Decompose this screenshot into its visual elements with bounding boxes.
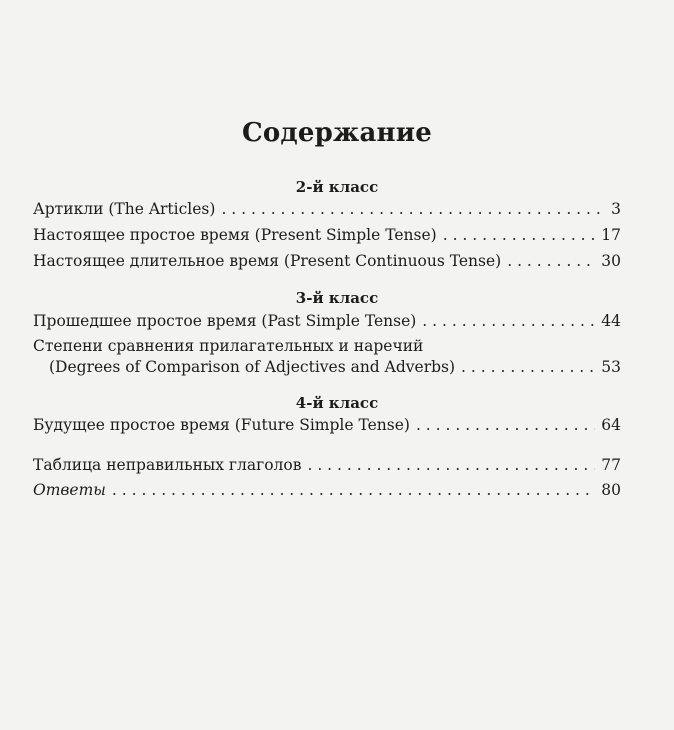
toc-entry-title: Таблица неправильных глаголов <box>33 456 302 474</box>
toc-page-number: 3 <box>611 200 621 218</box>
toc-entry-future-simple <box>33 415 621 435</box>
section-heading-grade-2: 2-й класс <box>295 178 379 196</box>
toc-page-number: 53 <box>601 358 621 376</box>
toc-entry-title: (Degrees of Comparison of Adjectives and Adverbs) <box>49 358 456 376</box>
toc-page-number: 80 <box>601 481 621 499</box>
toc-entry-articles <box>33 199 621 219</box>
toc-entry-present-continuous <box>33 251 621 271</box>
toc-entry-irregular-verbs <box>33 455 621 475</box>
dot-leader <box>221 199 605 219</box>
toc-page-number: 44 <box>601 312 621 330</box>
dot-leader <box>507 251 595 271</box>
dot-leader <box>422 311 595 331</box>
toc-page-number: 64 <box>601 416 621 434</box>
dot-leader <box>112 480 595 500</box>
dot-leader <box>416 415 595 435</box>
toc-entry-degrees-line1: Степени сравнения прилагательных и наречий <box>33 337 424 355</box>
toc-page-number: 30 <box>601 252 621 270</box>
toc-entry-title: Настоящее длительное время (Present Continuous Tense) <box>33 252 502 270</box>
dot-leader <box>307 455 595 475</box>
toc-entry-title: Будущее простое время (Future Simple Tense) <box>33 416 410 434</box>
toc-entry-answers <box>33 480 621 500</box>
toc-entry-title: Прошедшее простое время (Past Simple Tense) <box>33 312 417 330</box>
section-heading-grade-3: 3-й класс <box>295 289 379 307</box>
toc-entry-title: Артикли (The Articles) <box>33 200 216 218</box>
toc-page-number: 17 <box>601 226 621 244</box>
toc-entry-title: Ответы <box>33 481 106 499</box>
toc-entry-degrees <box>49 357 621 377</box>
toc-entry-title: Настоящее простое время (Present Simple Tense) <box>33 226 437 244</box>
dot-leader <box>443 225 596 245</box>
dot-leader <box>461 357 595 377</box>
toc-page-number: 77 <box>601 456 621 474</box>
page-title: Содержание <box>241 118 433 148</box>
toc-entry-present-simple <box>33 225 621 245</box>
section-heading-grade-4: 4-й класс <box>295 394 379 412</box>
toc-entry-past-simple <box>33 311 621 331</box>
